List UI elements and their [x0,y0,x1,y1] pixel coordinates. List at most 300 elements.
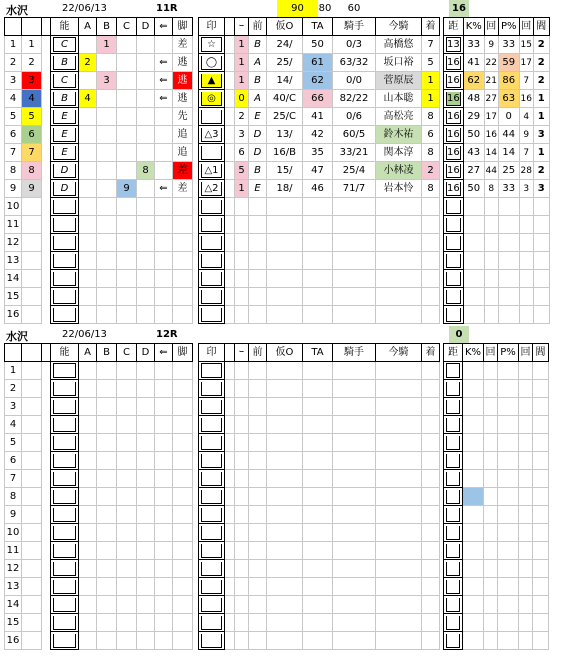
cell-mark[interactable] [199,362,225,380]
cell-kari[interactable]: 15/ [267,162,303,180]
cell-pk[interactable] [519,416,533,434]
cell-kyaku[interactable] [173,524,193,542]
cell-h[interactable] [235,524,249,542]
cell-kishu[interactable]: 0/6 [333,108,376,126]
cell-kan[interactable] [533,216,549,234]
cell-no[interactable] [51,108,79,126]
cell-arr[interactable] [155,416,173,434]
cell-kyaku[interactable]: 逃 [173,72,193,90]
cell-kyaku[interactable] [173,488,193,506]
cell-no[interactable] [51,306,79,324]
cell-chaku[interactable] [422,434,440,452]
cell-kyori[interactable] [444,434,463,452]
cell-ta[interactable] [303,596,333,614]
cell-mark[interactable] [199,452,225,470]
cell-kari[interactable] [267,524,303,542]
cell-h[interactable]: 1 [235,72,249,90]
cell-kk[interactable] [484,288,498,306]
cell-pk[interactable]: 28 [519,162,533,180]
cell-kari[interactable]: 25/C [267,108,303,126]
cell-b[interactable] [97,180,117,198]
cell-ima[interactable] [376,596,422,614]
cell-ima[interactable]: 岩本怜 [376,180,422,198]
cell-c[interactable] [117,36,137,54]
cell-kyaku[interactable] [173,542,193,560]
cell-kyori[interactable] [444,252,464,270]
cell-chaku[interactable]: 8 [422,144,440,162]
cell-zen[interactable] [249,434,267,452]
cell-b[interactable]: 1 [97,36,117,54]
cell-ima[interactable] [376,380,422,398]
cell-kk[interactable] [484,452,498,470]
cell-ima[interactable]: 高松亮 [376,108,422,126]
cell-h[interactable]: 1 [235,36,249,54]
cell-h[interactable] [235,578,249,596]
cell-n[interactable]: 5 [5,108,22,126]
cell[interactable] [225,380,235,398]
cell-c[interactable] [117,434,137,452]
cell-chaku[interactable]: 8 [422,108,440,126]
cell-kari[interactable] [267,198,303,216]
cell-kyori[interactable] [444,162,464,180]
cell-a[interactable] [79,542,97,560]
cell-no[interactable] [51,54,79,72]
cell-h[interactable] [235,398,249,416]
cell-n[interactable]: 1 [5,36,22,54]
cell-arr[interactable] [155,380,173,398]
cell-pp[interactable] [498,488,519,506]
cell-kyaku[interactable] [173,596,193,614]
cell-kan[interactable]: 1 [533,108,549,126]
cell-ima[interactable] [376,560,422,578]
cell-chaku[interactable]: 7 [422,36,440,54]
cell-zen[interactable] [249,524,267,542]
cell-kan[interactable] [533,578,549,596]
cell-a[interactable] [79,288,97,306]
cell-pp[interactable]: 14 [498,144,519,162]
cell-a[interactable] [79,180,97,198]
cell-zen[interactable]: D [249,144,267,162]
cell-d[interactable] [137,398,155,416]
cell-h[interactable] [235,560,249,578]
cell-kishu[interactable] [333,306,376,324]
cell-pk[interactable] [519,362,533,380]
cell-u[interactable] [22,216,42,234]
cell[interactable] [225,578,235,596]
cell[interactable] [225,216,235,234]
cell-kk[interactable]: 8 [484,180,498,198]
cell-c[interactable]: 9 [117,180,137,198]
cell-ima[interactable] [376,198,422,216]
cell[interactable] [225,488,235,506]
cell-chaku[interactable] [422,198,440,216]
cell-h[interactable] [235,470,249,488]
cell-kp[interactable] [463,306,484,324]
cell-kishu[interactable]: 63/32 [333,54,376,72]
cell-ta[interactable] [303,614,333,632]
cell-n[interactable]: 9 [5,506,22,524]
cell-c[interactable] [117,126,137,144]
cell[interactable] [225,108,235,126]
cell-kyori[interactable] [444,560,463,578]
cell-kp[interactable] [463,198,484,216]
cell-d[interactable] [137,144,155,162]
cell-kk[interactable] [484,434,498,452]
cell[interactable] [225,416,235,434]
cell-pp[interactable] [498,578,519,596]
cell-kyaku[interactable] [173,416,193,434]
cell-arr[interactable] [155,126,173,144]
cell-ta[interactable]: 42 [303,126,333,144]
cell-mark[interactable] [199,306,225,324]
cell-h[interactable] [235,198,249,216]
cell-d[interactable] [137,470,155,488]
cell-kishu[interactable] [333,270,376,288]
cell-c[interactable] [117,306,137,324]
cell-arr[interactable] [155,198,173,216]
cell[interactable] [225,234,235,252]
cell-ta[interactable] [303,632,333,650]
cell-c[interactable] [117,524,137,542]
cell-zen[interactable] [249,270,267,288]
cell-pp[interactable] [498,398,519,416]
cell-ima[interactable] [376,632,422,650]
cell-kyaku[interactable] [173,632,193,650]
cell-arr[interactable] [155,288,173,306]
cell-a[interactable] [79,216,97,234]
cell-u[interactable] [22,398,42,416]
cell-ta[interactable] [303,560,333,578]
cell-chaku[interactable] [422,524,440,542]
cell-no[interactable] [51,126,79,144]
cell-kyaku[interactable] [173,614,193,632]
cell-d[interactable] [137,488,155,506]
cell-c[interactable] [117,596,137,614]
cell-arr[interactable]: ⇐ [155,90,173,108]
cell-kishu[interactable]: 25/4 [333,162,376,180]
cell-a[interactable] [79,506,97,524]
cell-kyori[interactable] [444,234,464,252]
cell-a[interactable] [79,488,97,506]
cell-a[interactable] [79,72,97,90]
cell-arr[interactable] [155,144,173,162]
cell-pk[interactable] [519,216,533,234]
cell-ta[interactable] [303,306,333,324]
cell-kk[interactable] [484,488,498,506]
cell-u[interactable] [22,434,42,452]
cell-zen[interactable] [249,560,267,578]
cell-no[interactable] [51,380,79,398]
cell-u[interactable] [22,270,42,288]
cell-chaku[interactable] [422,560,440,578]
cell-h[interactable] [235,614,249,632]
cell-zen[interactable] [249,198,267,216]
cell-no[interactable] [51,180,79,198]
cell-ta[interactable] [303,198,333,216]
cell-arr[interactable] [155,306,173,324]
cell-n[interactable]: 13 [5,252,22,270]
cell[interactable] [225,560,235,578]
cell-kyaku[interactable]: 追 [173,144,193,162]
cell[interactable] [225,596,235,614]
cell-kan[interactable] [533,596,549,614]
cell-b[interactable] [97,234,117,252]
cell-pp[interactable] [498,524,519,542]
cell-zen[interactable]: B [249,72,267,90]
cell-ima[interactable]: 関本淳 [376,144,422,162]
cell-kan[interactable] [533,398,549,416]
cell-no[interactable] [51,578,79,596]
cell-mark[interactable] [199,72,225,90]
cell-arr[interactable] [155,452,173,470]
cell-kp[interactable] [463,452,484,470]
cell-b[interactable] [97,380,117,398]
cell-kari[interactable] [267,252,303,270]
cell[interactable] [225,306,235,324]
cell-chaku[interactable] [422,398,440,416]
cell-ima[interactable]: 鈴木祐 [376,126,422,144]
cell-kp[interactable] [463,234,484,252]
cell-c[interactable] [117,162,137,180]
cell-kan[interactable] [533,288,549,306]
cell[interactable] [225,470,235,488]
cell-mark[interactable] [199,434,225,452]
cell-b[interactable] [97,614,117,632]
cell-kan[interactable]: 2 [533,36,549,54]
cell-ima[interactable] [376,506,422,524]
cell-kp[interactable] [463,506,484,524]
cell-ta[interactable] [303,470,333,488]
cell-b[interactable] [97,90,117,108]
cell-mark[interactable] [199,632,225,650]
cell-chaku[interactable] [422,470,440,488]
cell-zen[interactable]: D [249,126,267,144]
cell-pp[interactable]: 33 [498,180,519,198]
cell[interactable] [225,126,235,144]
cell-kyaku[interactable] [173,198,193,216]
cell-b[interactable] [97,524,117,542]
cell-h[interactable] [235,252,249,270]
cell-kan[interactable] [533,434,549,452]
cell-chaku[interactable]: 5 [422,54,440,72]
cell-kp[interactable]: 50 [463,126,484,144]
cell-mark[interactable] [199,416,225,434]
cell-kan[interactable] [533,362,549,380]
cell-b[interactable] [97,252,117,270]
cell-kp[interactable] [463,578,484,596]
cell-kari[interactable] [267,362,303,380]
cell-a[interactable] [79,36,97,54]
cell-pk[interactable] [519,470,533,488]
cell-d[interactable] [137,614,155,632]
cell-no[interactable] [51,614,79,632]
cell-kyori[interactable] [444,72,464,90]
cell-h[interactable] [235,542,249,560]
cell-ta[interactable] [303,524,333,542]
cell-c[interactable] [117,144,137,162]
cell-a[interactable] [79,380,97,398]
cell-no[interactable] [51,416,79,434]
cell-h[interactable] [235,234,249,252]
cell[interactable] [225,398,235,416]
cell-chaku[interactable] [422,270,440,288]
cell-ima[interactable] [376,216,422,234]
cell-kp[interactable] [463,270,484,288]
cell-kan[interactable]: 3 [533,126,549,144]
cell[interactable] [225,632,235,650]
cell-b[interactable] [97,306,117,324]
cell-arr[interactable]: ⇐ [155,72,173,90]
cell-ima[interactable] [376,524,422,542]
cell[interactable] [225,54,235,72]
cell-no[interactable] [51,452,79,470]
cell-c[interactable] [117,108,137,126]
cell-kishu[interactable] [333,488,376,506]
cell-a[interactable]: 4 [79,90,97,108]
cell-a[interactable] [79,560,97,578]
cell-b[interactable] [97,162,117,180]
cell-kyaku[interactable] [173,470,193,488]
cell-arr[interactable] [155,632,173,650]
cell-u[interactable] [22,198,42,216]
cell-h[interactable] [235,288,249,306]
cell-kyori[interactable] [444,596,463,614]
cell-kp[interactable] [463,380,484,398]
cell-a[interactable] [79,162,97,180]
cell-n[interactable]: 10 [5,198,22,216]
cell-kyaku[interactable] [173,452,193,470]
cell-pp[interactable] [498,434,519,452]
cell-kishu[interactable] [333,524,376,542]
cell-kk[interactable] [484,216,498,234]
cell-ima[interactable]: 山本聡 [376,90,422,108]
cell-n[interactable]: 10 [5,524,22,542]
cell-c[interactable] [117,470,137,488]
cell-kishu[interactable] [333,452,376,470]
cell-arr[interactable] [155,362,173,380]
cell-zen[interactable] [249,506,267,524]
cell-d[interactable] [137,524,155,542]
cell-arr[interactable] [155,596,173,614]
cell[interactable] [225,542,235,560]
cell-u[interactable] [22,524,42,542]
cell-u[interactable]: 4 [22,90,42,108]
cell-kishu[interactable]: 0/3 [333,36,376,54]
cell-mark[interactable] [199,126,225,144]
cell-ta[interactable]: 62 [303,72,333,90]
cell-chaku[interactable] [422,362,440,380]
cell-ima[interactable] [376,252,422,270]
cell-u[interactable]: 5 [22,108,42,126]
cell-d[interactable] [137,542,155,560]
cell-ta[interactable] [303,506,333,524]
cell-pk[interactable] [519,198,533,216]
cell-mark[interactable] [199,180,225,198]
cell-kishu[interactable] [333,614,376,632]
cell-mark[interactable] [199,252,225,270]
cell-kk[interactable] [484,198,498,216]
cell-pk[interactable] [519,252,533,270]
cell-pk[interactable] [519,560,533,578]
cell-b[interactable] [97,596,117,614]
cell-d[interactable] [137,380,155,398]
cell-n[interactable]: 3 [5,72,22,90]
cell-c[interactable] [117,198,137,216]
cell-kyaku[interactable]: 追 [173,126,193,144]
cell-u[interactable]: 3 [22,72,42,90]
cell-b[interactable] [97,126,117,144]
cell-kyori[interactable] [444,578,463,596]
cell-ima[interactable] [376,234,422,252]
cell-kishu[interactable] [333,398,376,416]
cell-pp[interactable] [498,632,519,650]
cell-kari[interactable] [267,380,303,398]
cell-zen[interactable] [249,488,267,506]
cell-chaku[interactable] [422,288,440,306]
cell-mark[interactable] [199,54,225,72]
cell[interactable] [225,434,235,452]
cell-no[interactable] [51,90,79,108]
cell-c[interactable] [117,398,137,416]
cell-no[interactable] [51,288,79,306]
cell-kishu[interactable] [333,416,376,434]
cell-pk[interactable]: 3 [519,180,533,198]
cell-pp[interactable] [498,362,519,380]
cell-d[interactable] [137,234,155,252]
cell-c[interactable] [117,578,137,596]
cell-u[interactable] [22,488,42,506]
cell-c[interactable] [117,416,137,434]
cell-kyaku[interactable]: 差 [173,36,193,54]
cell-c[interactable] [117,270,137,288]
cell-c[interactable] [117,614,137,632]
cell-n[interactable]: 6 [5,452,22,470]
cell-zen[interactable] [249,416,267,434]
cell-kyaku[interactable] [173,434,193,452]
cell-h[interactable]: 0 [235,90,249,108]
cell-n[interactable]: 16 [5,306,22,324]
cell-kk[interactable] [484,506,498,524]
cell-zen[interactable]: B [249,36,267,54]
cell-kan[interactable]: 2 [533,72,549,90]
cell-kyaku[interactable] [173,362,193,380]
cell-n[interactable]: 14 [5,596,22,614]
cell-ta[interactable] [303,434,333,452]
cell-kyori[interactable] [444,216,464,234]
cell-kishu[interactable] [333,234,376,252]
cell-kishu[interactable] [333,632,376,650]
cell-mark[interactable] [199,542,225,560]
cell-u[interactable] [22,614,42,632]
cell-kp[interactable] [463,416,484,434]
cell-pp[interactable] [498,270,519,288]
cell-n[interactable]: 2 [5,54,22,72]
cell-a[interactable] [79,144,97,162]
cell-pk[interactable]: 15 [519,36,533,54]
cell-ima[interactable] [376,362,422,380]
cell-mark[interactable] [199,288,225,306]
cell-b[interactable] [97,560,117,578]
cell-kishu[interactable] [333,560,376,578]
cell-ta[interactable] [303,542,333,560]
cell-zen[interactable] [249,234,267,252]
cell-kari[interactable]: 40/C [267,90,303,108]
cell-pk[interactable]: 16 [519,90,533,108]
cell-no[interactable] [51,234,79,252]
cell-kan[interactable] [533,270,549,288]
cell-c[interactable] [117,216,137,234]
cell-u[interactable] [22,578,42,596]
